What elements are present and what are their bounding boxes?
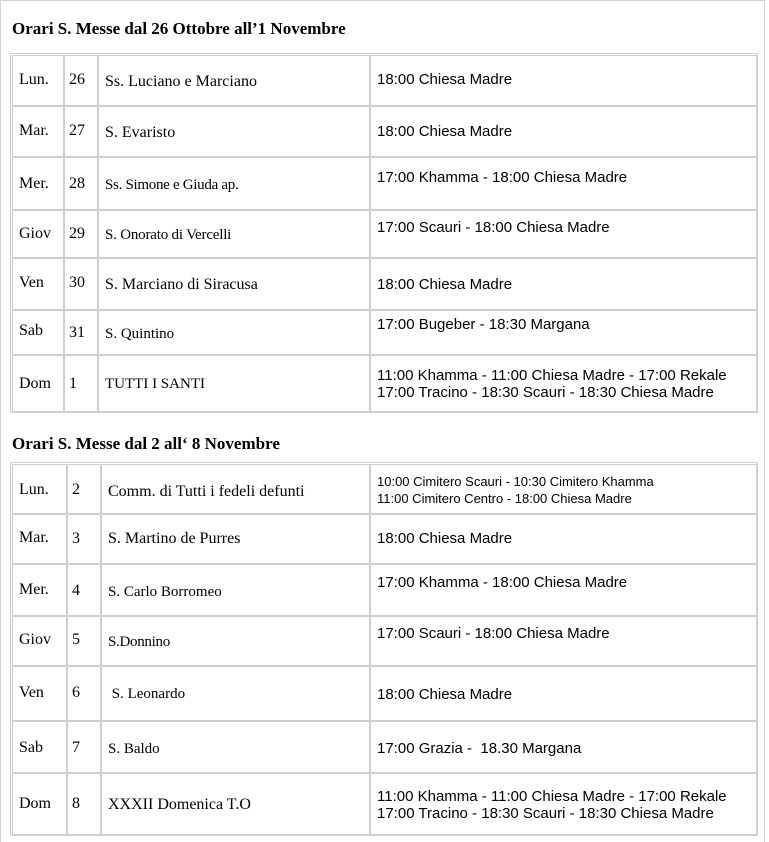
- day-cell: Mar.: [19, 122, 49, 139]
- saint-cell: S.Donnino: [108, 634, 170, 650]
- date-cell: 3: [72, 530, 80, 547]
- saint-cell: S. Leonardo: [108, 686, 186, 702]
- table-row: [12, 310, 757, 355]
- table-row: [12, 616, 757, 666]
- saint-cell: S. Onorato di Vercelli: [105, 227, 232, 243]
- date-cell: 29: [69, 225, 85, 242]
- table-row: [12, 514, 757, 564]
- mass-times-cell-line2: 17:00 Tracino - 18:30 Scauri - 18:30 Chiesa Madre: [377, 805, 714, 822]
- saint-cell: Comm. di Tutti i fedeli defunti: [108, 483, 305, 500]
- saint-cell: S. Marciano di Siracusa: [105, 276, 258, 293]
- table-row: [12, 666, 757, 721]
- mass-times-cell: 17:00 Bugeber - 18:30 Margana: [377, 316, 590, 333]
- mass-times-cell: 18:00 Chiesa Madre: [377, 530, 513, 547]
- table-row: [12, 55, 757, 106]
- day-cell: Sab: [19, 322, 43, 339]
- mass-times-cell: 11:00 Khamma - 11:00 Chiesa Madre - 17:00 Rekale: [377, 788, 727, 805]
- saint-cell: S. Martino de Purres: [108, 530, 241, 547]
- date-cell: 4: [72, 582, 80, 599]
- saint-cell: Ss. Luciano e Marciano: [105, 73, 257, 90]
- table-row: [12, 564, 757, 616]
- mass-times-cell: 17:00 Khamma - 18:00 Chiesa Madre: [377, 169, 628, 186]
- saint-cell: XXXII Domenica T.O: [108, 796, 251, 813]
- mass-times-cell: 17:00 Scauri - 18:00 Chiesa Madre: [377, 219, 610, 236]
- day-cell: Mer.: [19, 175, 49, 192]
- date-cell: 6: [72, 684, 80, 701]
- date-cell: 28: [69, 175, 85, 192]
- mass-times-cell: 17:00 Grazia - 18.30 Margana: [377, 740, 582, 757]
- table-row: [12, 157, 757, 210]
- day-cell: Lun.: [19, 481, 49, 498]
- week2-title: Orari S. Messe dal 2 all‘ 8 Novembre: [12, 434, 280, 453]
- day-cell: Dom: [19, 795, 51, 812]
- day-cell: Ven: [19, 684, 44, 701]
- date-cell: 5: [72, 631, 80, 648]
- table-row: [12, 773, 757, 835]
- table-row: [12, 355, 757, 412]
- saint-cell: S. Quintino: [105, 326, 175, 342]
- saint-cell: S. Baldo: [108, 741, 160, 757]
- mass-times-cell-line2: 11:00 Cimitero Centro - 18:00 Chiesa Madre: [377, 491, 632, 506]
- date-cell: 27: [69, 122, 85, 139]
- date-cell: 2: [72, 481, 80, 498]
- mass-times-cell: 17:00 Scauri - 18:00 Chiesa Madre: [377, 625, 610, 642]
- date-cell: 31: [69, 324, 85, 341]
- day-cell: Giov: [19, 225, 51, 242]
- table-row: [12, 464, 757, 514]
- date-cell: 8: [72, 795, 80, 812]
- day-cell: Dom: [19, 375, 51, 392]
- table-row: [12, 210, 757, 258]
- mass-times-cell: 11:00 Khamma - 11:00 Chiesa Madre - 17:00 Rekale: [377, 367, 727, 384]
- saint-cell: S. Evaristo: [105, 124, 176, 141]
- day-cell: Lun.: [19, 71, 49, 88]
- day-cell: Sab: [19, 739, 43, 756]
- day-cell: Mar.: [19, 529, 49, 546]
- table-row: [12, 721, 757, 773]
- mass-times-cell: 18:00 Chiesa Madre: [377, 123, 513, 140]
- day-cell: Giov: [19, 631, 51, 648]
- mass-times-cell-line2: 17:00 Tracino - 18:30 Scauri - 18:30 Chiesa Madre: [377, 384, 714, 401]
- day-cell: Mer.: [19, 581, 49, 598]
- day-cell: Ven: [19, 274, 44, 291]
- date-cell: 1: [69, 375, 77, 392]
- date-cell: 7: [72, 739, 80, 756]
- date-cell: 26: [69, 71, 85, 88]
- table-row: [12, 258, 757, 310]
- week1-title: Orari S. Messe dal 26 Ottobre all’1 Novembre: [12, 19, 346, 38]
- table-row: [12, 106, 757, 157]
- week2-schedule-table: [10, 462, 758, 836]
- saint-cell: TUTTI I SANTI: [105, 376, 205, 392]
- saint-cell: Ss. Simone e Giuda ap.: [105, 177, 239, 193]
- mass-times-cell: 10:00 Cimitero Scauri - 10:30 Cimitero Khamma: [377, 474, 654, 489]
- mass-times-cell: 18:00 Chiesa Madre: [377, 71, 513, 88]
- date-cell: 30: [69, 274, 85, 291]
- week1-schedule-table: [10, 53, 758, 413]
- mass-times-cell: 18:00 Chiesa Madre: [377, 276, 513, 293]
- mass-times-cell: 18:00 Chiesa Madre: [377, 686, 513, 703]
- mass-times-cell: 17:00 Khamma - 18:00 Chiesa Madre: [377, 574, 628, 591]
- saint-cell: S. Carlo Borromeo: [108, 584, 222, 600]
